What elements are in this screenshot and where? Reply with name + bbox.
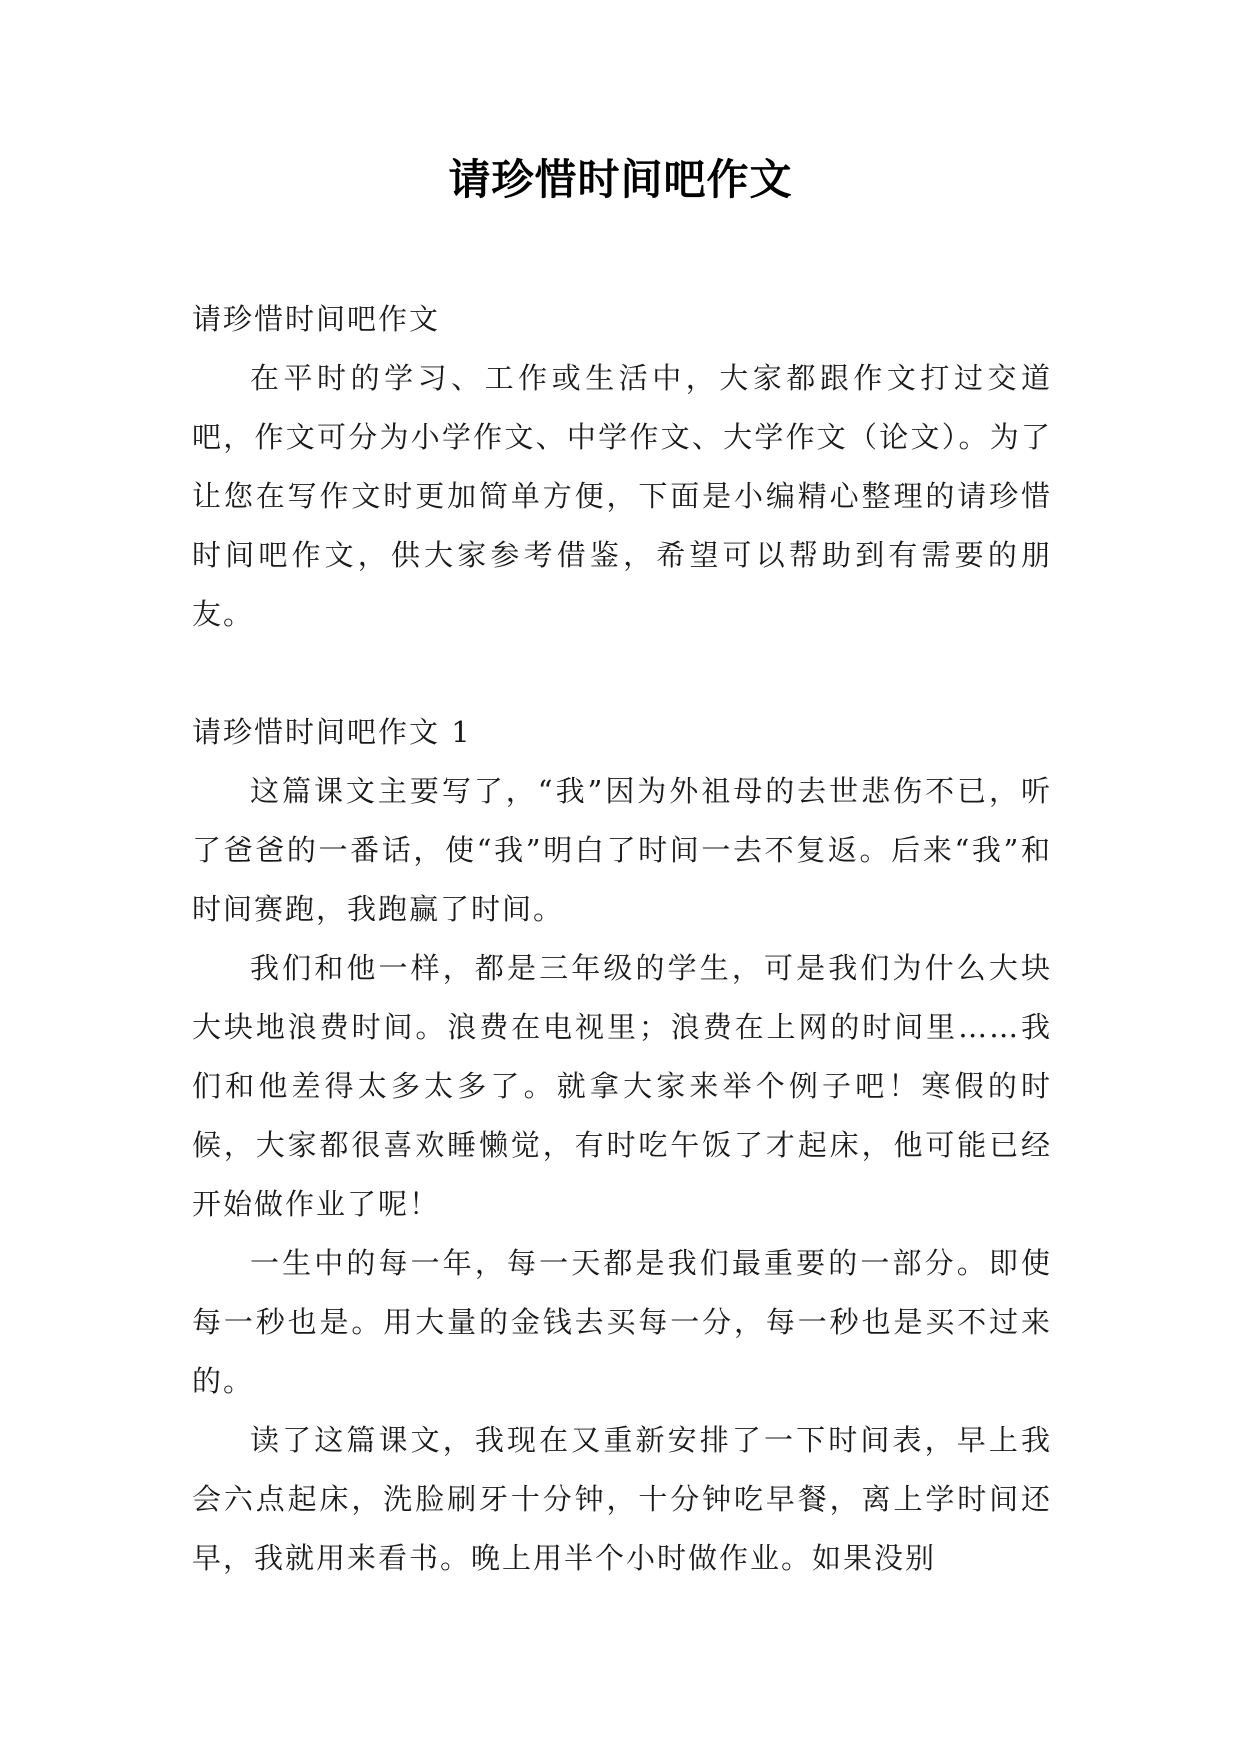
document-body [192, 290, 1052, 1588]
section-spacer [192, 644, 1052, 703]
intro-heading: 请珍惜时间吧作文 [192, 302, 441, 336]
section-heading: 请珍惜时间吧作文 1 [192, 715, 472, 749]
paragraph: 我们和他一样，都是三年级的学生，可是我们为什么大块大块地浪费时间。浪费在电视里；浪费在上网的时间里……我们和他差得太多太多了。就拿大家来举个例子吧！寒假的时候，大家都很喜欢睡懒觉，有时吃午饭了才起床，他可能已经开始做作业了呢！ [192, 951, 1052, 1221]
paragraph: 一生中的每一年，每一天都是我们最重要的一部分。即使每一秒也是。用大量的金钱去买每一分，每一秒也是买不过来的。 [192, 1246, 1052, 1398]
intro-paragraph: 在平时的学习、工作或生活中，大家都跟作文打过交道吧，作文可分为小学作文、中学作文、大学作文（论文）。为了让您在写作文时更加简单方便，下面是小编精心整理的请珍惜时间吧作文，供大家参考借鉴，希望可以帮助到有需要的朋友。 [192, 361, 1052, 631]
paragraph: 读了这篇课文，我现在又重新安排了一下时间表，早上我会六点起床，洗脸刷牙十分钟，十分钟吃早餐，离上学时间还早，我就用来看书。晚上用半个小时做作业。如果没别 [192, 1423, 1052, 1575]
paragraph: 这篇课文主要写了，“我”因为外祖母的去世悲伤不已，听了爸爸的一番话，使“我”明白了时间一去不复返。后来“我”和时间赛跑，我跑赢了时间。 [192, 774, 1052, 926]
document-title: 请珍惜时间吧作文 [448, 155, 793, 204]
